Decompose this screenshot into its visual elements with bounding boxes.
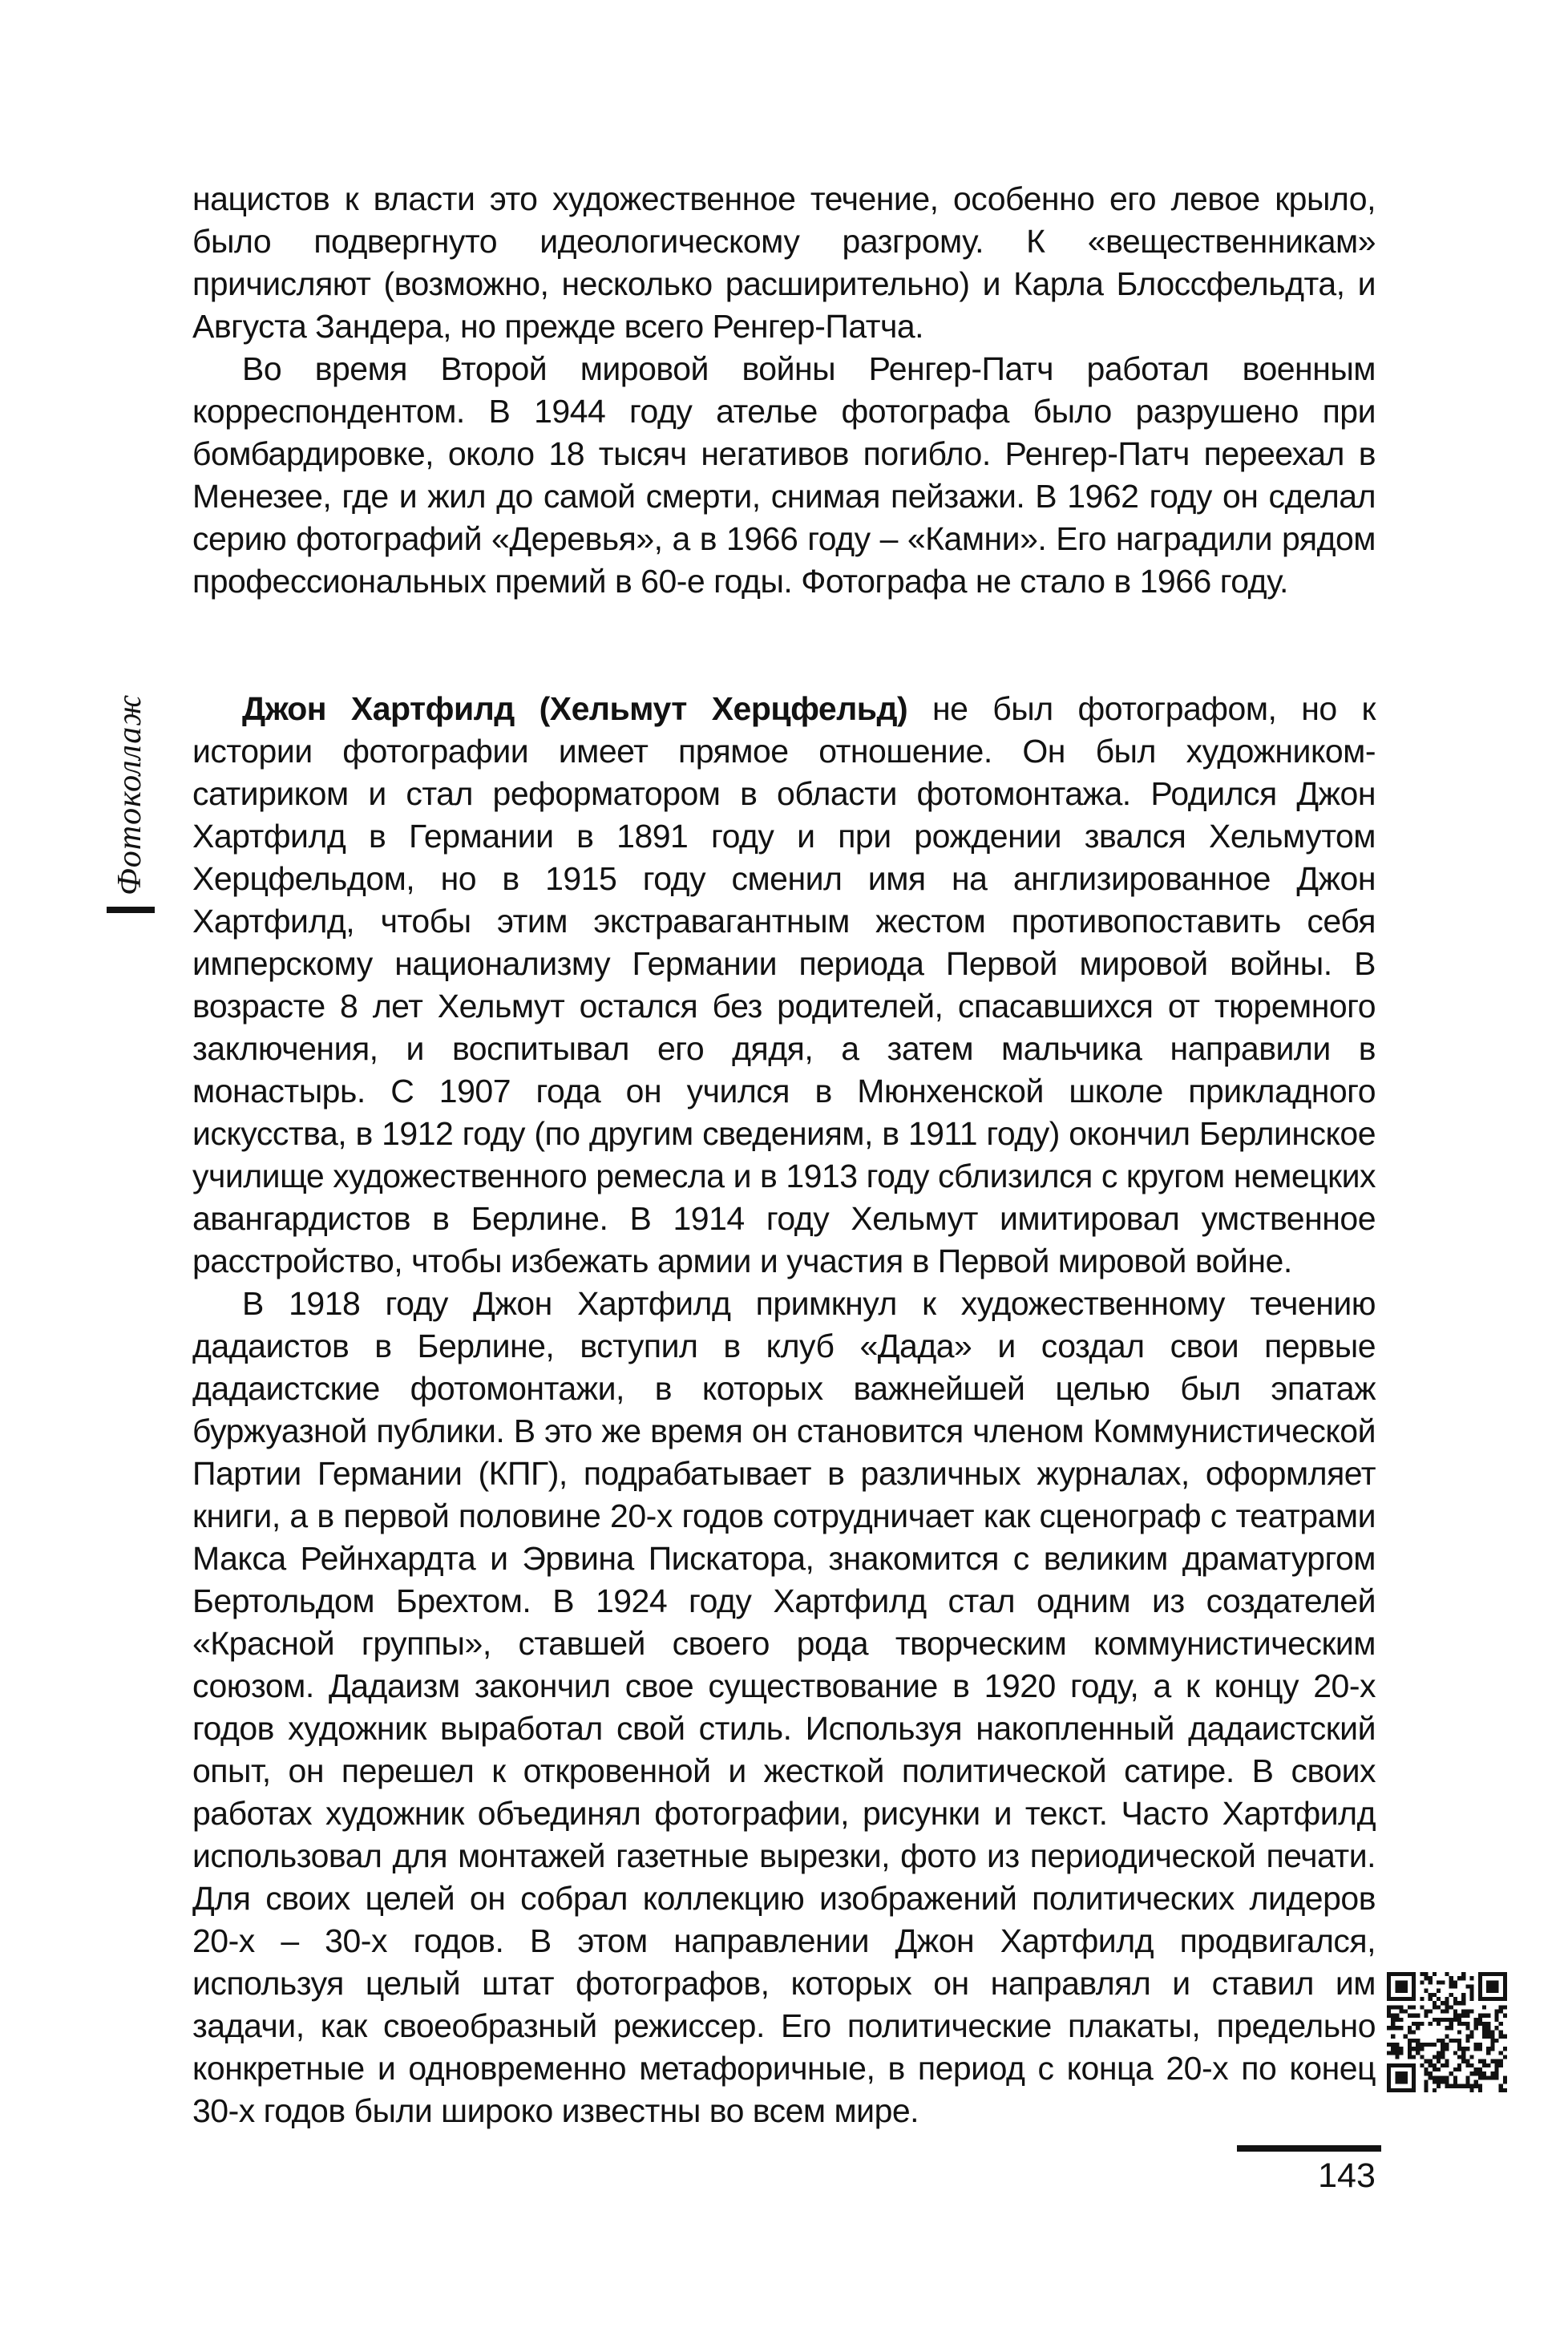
rubric-label [111,694,149,895]
paragraph [192,1283,1376,2132]
page-number: 143 [1318,2156,1376,2195]
paragraph [192,348,1376,603]
paragraph-text: нацистов к власти это художественное течение, особенно его левое крыло, было подвергнуто идеологическому разгрому. К «вещественникам» причисляют (возможно, несколько расширительно) и Карла Блоссфельдта, и Августа Зандера, но прежде всего Ренгер-Патча. [192,180,1376,345]
paragraph-text: В 1918 году Джон Хартфилд примкнул к художественному течению дадаистов в Берлине, вступил в клуб «Дада» и создал свои первые дадаистские фотомонтажи, в которых важнейшей целью был эпатаж буржуазной публики. В это же время он становится членом Коммунистической Партии Германии (КПГ), подрабатывает в различных журналах, оформляет книги, а в первой половине 20-х годов сотрудничает как сценограф с театрами Макса Рейнхардта и Эрвина Пискатора, знакомится с великим драматургом Бертольдом Брехтом. В 1924 году Хартфилд стал одним из создателей «Красной группы», ставшей своего рода творческим коммунистическим союзом. Дадаизм закончил свое существование в 1920 году, а к концу 20-х годов художник выработал свой стиль. Используя накопленный дадаистский опыт, он перешел к откровенной и жесткой политической сатире. В своих работах художник объединял фотографии, рисунки и текст. Часто Хартфилд использовал для монтажей газетные вырезки, фото из периодической печати. Для своих целей он собрал коллекцию изображений политических лидеров 20-х – 30-х годов. В этом направлении Джон Хартфилд продвигался, используя целый штат фотографов, которых он направлял и ставил им задачи, как своеобразный режиссер. Его политические плакаты, предельно конкретные и одновременно метафоричные, в период с конца 20-х по конец 30-х годов были широко известны во всем мире. [192,1285,1376,2129]
paragraph-text: не был фотографом, но к истории фотографии имеет прямое отношение. Он был художником-сатириком и стал реформатором в области фотомонтажа. Родился Джон Хартфилд в Германии в 1891 году и при рождении звался Хельмутом Херцфельдом, но в 1915 году сменил имя на англизированное Джон Хартфилд, чтобы этим экстравагантным жестом противопоставить себя имперскому национализму Германии периода Первой мировой войны. В возрасте 8 лет Хельмут остался без родителей, спасавшихся от тюремного заключения, и воспитывал его дядя, а затем мальчика направили в монастырь. С 1907 года он учился в Мюнхенской школе прикладного искусства, в 1912 году (по другим сведениям, в 1911 году) окончил Берлинское училище художественного ремесла и в 1913 году сблизился с кругом немецких авангардистов в Берлине. В 1914 году Хельмут имитировал умственное расстройство, чтобы избежать армии и участия в Первой мировой войне. [192,690,1376,1279]
paragraph [192,688,1376,1283]
rubric-label-text: Фотоколлаж [111,693,148,895]
qr-code-icon [1387,1972,1507,2092]
paragraph-text: Во время Второй мировой войны Ренгер-Патч работал военным корреспондентом. В 1944 году ателье фотографа было разрушено при бомбардировке, около 18 тысяч негативов погибло. Ренгер-Патч переехал в Менезее, где и жил до самой смерти, снимая пейзажи. В 1962 году он сделал серию фотографий «Деревья», а в 1966 году – «Камни». Его наградили рядом профессиональных премий в 60-е годы. Фотографа не стало в 1966 году. [192,350,1376,600]
rubric-rule [107,907,155,913]
body-text [192,178,1376,2132]
paragraph [192,178,1376,348]
footer-rule [1237,2145,1381,2152]
person-name: Джон Хартфилд (Хельмут Херцфельд) [242,690,908,727]
